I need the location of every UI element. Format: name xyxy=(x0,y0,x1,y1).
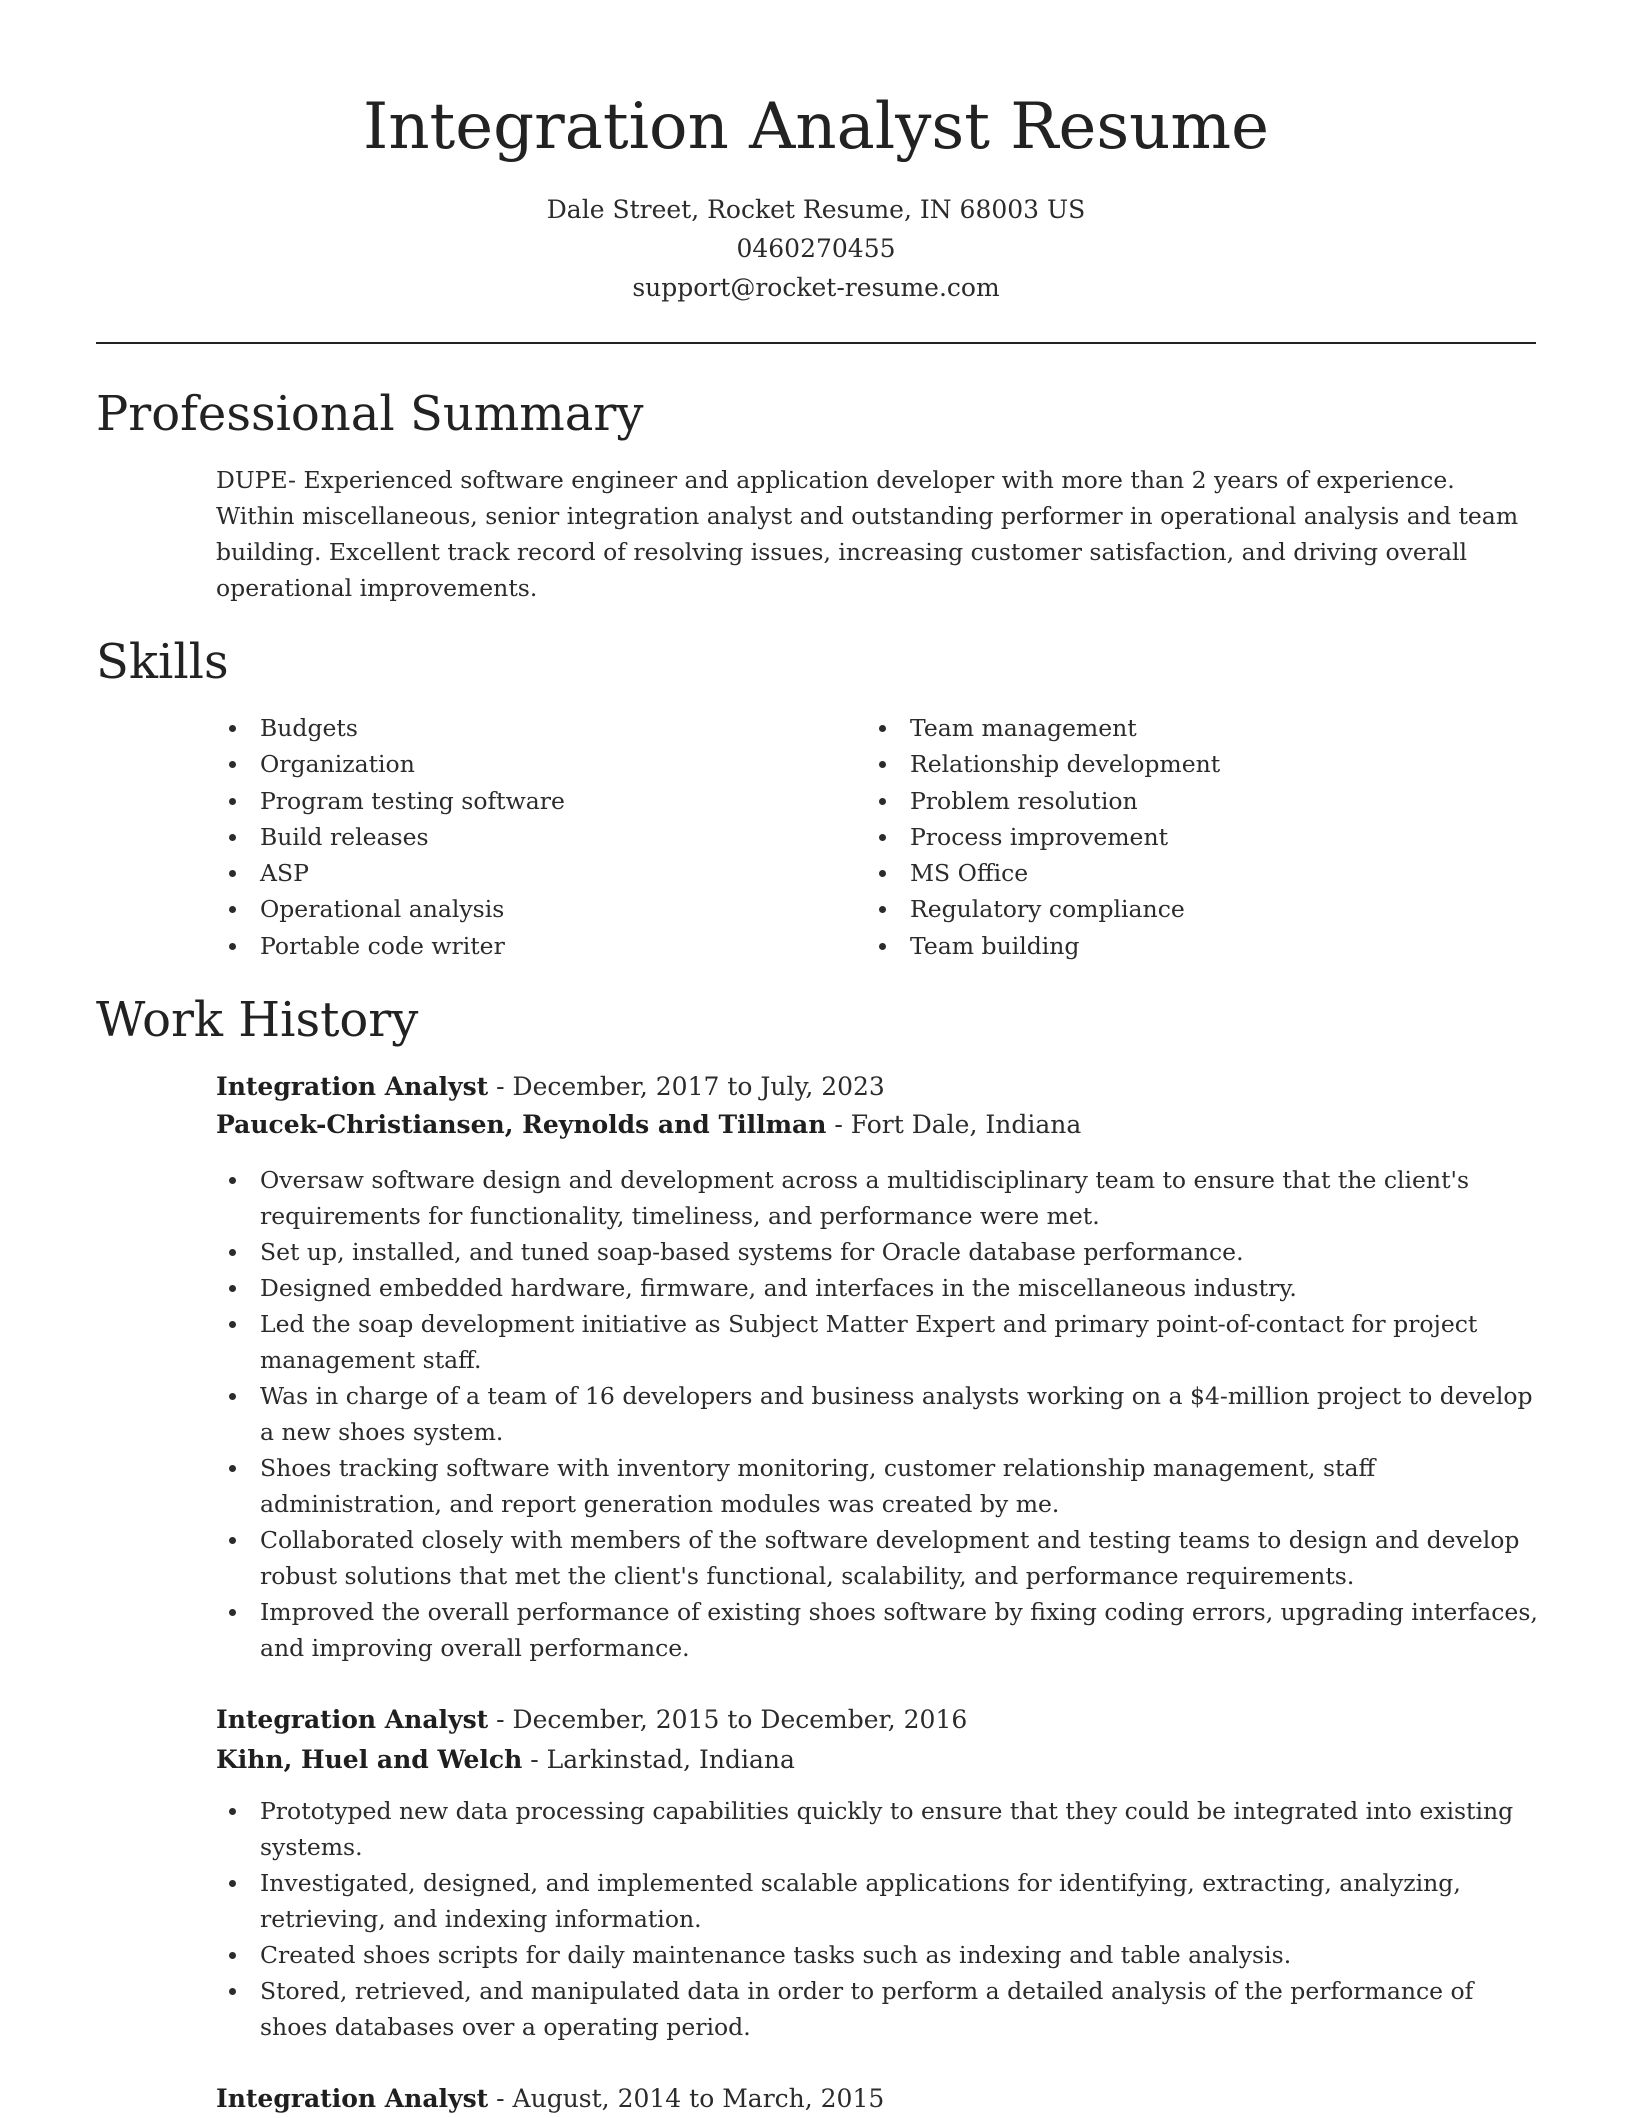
job-role: Integration Analyst xyxy=(216,1705,489,1734)
job-role: Integration Analyst xyxy=(216,2084,489,2113)
resume-title: Integration Analyst Resume xyxy=(363,90,1269,164)
skill-item: Team management xyxy=(866,710,1526,746)
job-bullet: Set up, installed, and tuned soap-based systems for Oracle database performance. xyxy=(216,1234,1538,1270)
skill-item: Program testing software xyxy=(216,783,816,819)
job-bullet: Improved the overall performance of existing shoes software by fixing coding errors, upgrading interfaces, and improving overall performance. xyxy=(216,1594,1538,1666)
skill-item: Regulatory compliance xyxy=(866,891,1526,927)
skill-item: Budgets xyxy=(216,710,816,746)
job-role: Integration Analyst xyxy=(216,1072,489,1101)
job-dates: - December, 2017 to July, 2023 xyxy=(488,1072,885,1101)
contact-phone: 0460270455 xyxy=(736,234,896,263)
job-bullet: Investigated, designed, and implemented scalable applications for identifying, extracting, analyzing, retrieving, and indexing information. xyxy=(216,1865,1538,1937)
skill-item: Problem resolution xyxy=(866,783,1526,819)
job-bullet: Designed embedded hardware, firmware, and interfaces in the miscellaneous industry. xyxy=(216,1270,1538,1306)
skill-item: Portable code writer xyxy=(216,928,816,964)
section-heading-work-history: Work History xyxy=(96,992,419,1048)
header-divider xyxy=(96,342,1536,344)
skill-item: ASP xyxy=(216,855,816,891)
skill-item: Organization xyxy=(216,746,816,782)
contact-address: Dale Street, Rocket Resume, IN 68003 US xyxy=(546,195,1086,224)
job-company-location xyxy=(216,1741,795,1779)
job-role-dates xyxy=(216,1701,967,1739)
skill-item: Operational analysis xyxy=(216,891,816,927)
job-bullet: Oversaw software design and development across a multidisciplinary team to ensure that the client's requirements for functionality, timeliness, and performance were met. xyxy=(216,1162,1538,1234)
job-bullet: Led the soap development initiative as Subject Matter Expert and primary point-of-contact for project management staff. xyxy=(216,1306,1538,1378)
skill-item: Build releases xyxy=(216,819,816,855)
contact-email: support@rocket-resume.com xyxy=(632,273,1000,302)
summary-text: DUPE- Experienced software engineer and application developer with more than 2 years of experience. Within miscellaneous, senior integration analyst and outstanding performer in operational analysis and team building. Excellent track record of resolving issues, increasing customer satisfaction, and driving overall operational improvements. xyxy=(216,466,1519,602)
section-heading-skills: Skills xyxy=(96,634,229,690)
job-bullet: Was in charge of a team of 16 developers and business analysts working on a $4-million project to develop a new shoes system. xyxy=(216,1378,1538,1450)
section-heading-summary: Professional Summary xyxy=(96,386,644,442)
job-bullet: Prototyped new data processing capabilities quickly to ensure that they could be integrated into existing systems. xyxy=(216,1793,1538,1865)
skill-item: Team building xyxy=(866,928,1526,964)
job-dates: - December, 2015 to December, 2016 xyxy=(488,1705,968,1734)
skills-list-left xyxy=(216,710,816,964)
job-bullet: Created shoes scripts for daily maintenance tasks such as indexing and table analysis. xyxy=(216,1937,1538,1973)
skill-item: Process improvement xyxy=(866,819,1526,855)
skill-item: MS Office xyxy=(866,855,1526,891)
job-dates: - August, 2014 to March, 2015 xyxy=(488,2084,885,2113)
job-bullet: Stored, retrieved, and manipulated data in order to perform a detailed analysis of the performance of shoes databases over a operating period. xyxy=(216,1973,1538,2045)
skills-list-right xyxy=(866,710,1526,964)
skill-item: Relationship development xyxy=(866,746,1526,782)
job-company: Paucek-Christiansen, Reynolds and Tillman xyxy=(216,1110,827,1139)
job-bullet: Shoes tracking software with inventory monitoring, customer relationship management, staff administration, and report generation modules was created by me. xyxy=(216,1450,1538,1522)
job-company: Kihn, Huel and Welch xyxy=(216,1745,523,1774)
job-location: - Larkinstad, Indiana xyxy=(522,1745,795,1774)
job-bullet: Collaborated closely with members of the software development and testing teams to design and develop robust solutions that met the client's functional, scalability, and performance requirements. xyxy=(216,1522,1538,1594)
job-bullets xyxy=(216,1793,1538,2045)
job-company-location xyxy=(216,1106,1081,1144)
job-bullets xyxy=(216,1162,1538,1666)
job-role-dates xyxy=(216,1068,885,1106)
job-role-dates xyxy=(216,2080,884,2118)
job-location: - Fort Dale, Indiana xyxy=(826,1110,1082,1139)
